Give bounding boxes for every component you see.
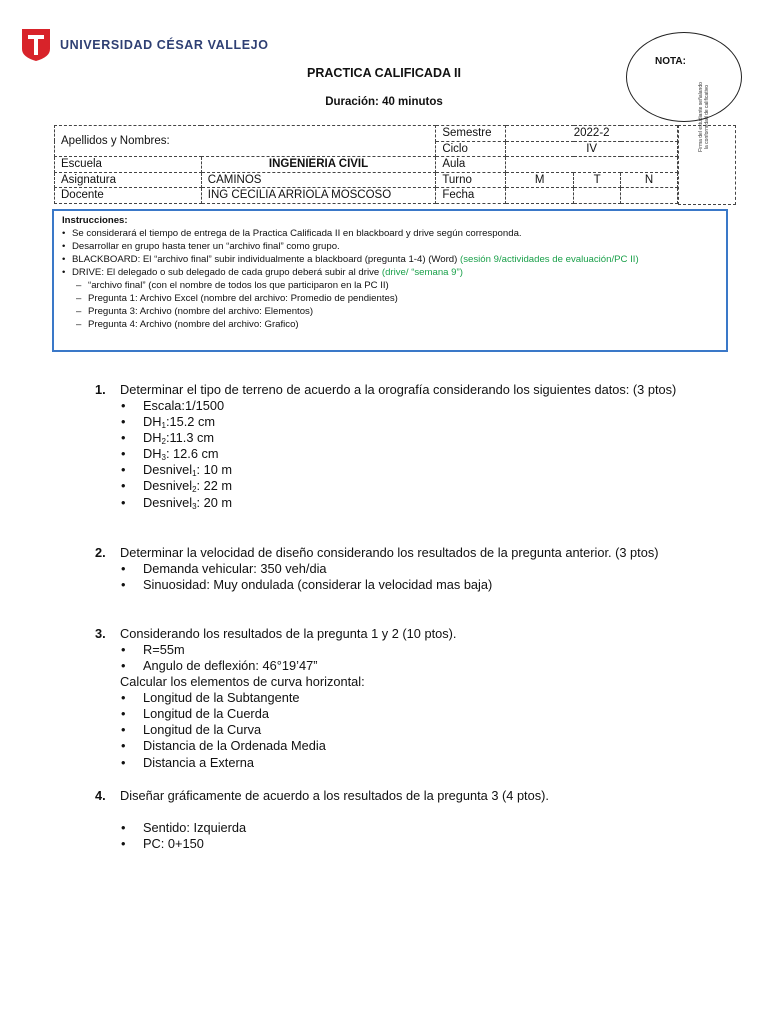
question-data-list bbox=[95, 398, 690, 511]
question-3 bbox=[95, 626, 690, 771]
instructions-title: Instrucciones: bbox=[62, 215, 128, 226]
turno-t: T bbox=[574, 172, 621, 188]
aula-value bbox=[506, 157, 678, 173]
list-item: • Desnivel$_2$: 22 m bbox=[95, 478, 690, 494]
question-text: Diseñar gráficamente de acuerdo a los resultados de la pregunta 3 (4 ptos). bbox=[120, 788, 549, 803]
instruction-subitem: – Pregunta 3: Archivo (nombre del archivo: Elementos) bbox=[62, 305, 718, 318]
asignatura-label: Asignatura bbox=[55, 172, 202, 188]
instruction-item bbox=[62, 266, 718, 279]
list-item: • $DH_3$: 12.6 cm bbox=[95, 446, 690, 462]
question-text: Considerando los resultados de la pregunta 1 y 2 (10 ptos). bbox=[120, 626, 457, 641]
instruction-item bbox=[62, 227, 718, 240]
question-text: Determinar el tipo de terreno de acuerdo a la orografía considerando los siguientes datos: (3 ptos) bbox=[120, 382, 677, 397]
list-item: • Longitud de la Cuerda bbox=[95, 706, 690, 722]
turno-m: M bbox=[506, 172, 574, 188]
list-item: • Escala:1/1500 bbox=[95, 398, 690, 414]
question-data-list bbox=[95, 820, 690, 852]
asignatura-value: CAMINOS bbox=[201, 172, 436, 188]
list-item: • Longitud de la Curva bbox=[95, 722, 690, 738]
instruction-path: (drive/ “semana 9”) bbox=[381, 267, 463, 278]
question-4 bbox=[95, 788, 690, 852]
aula-label: Aula bbox=[436, 157, 506, 173]
duration: Duración: 40 minutos bbox=[325, 96, 443, 108]
escuela-label: Escuela bbox=[55, 157, 202, 173]
question-number: 1. bbox=[95, 382, 106, 397]
list-item: • Sinuosidad: Muy ondulada (considerar la velocidad mas baja) bbox=[95, 577, 690, 593]
instruction-text: Desarrollar en grupo hasta tener un “archivo final” como grupo. bbox=[72, 241, 340, 252]
instructions-box bbox=[52, 209, 728, 352]
list-item: • Distancia de la Ordenada Media bbox=[95, 738, 690, 754]
docente-label: Docente bbox=[55, 188, 202, 204]
university-name: UNIVERSIDAD CÉSAR VALLEJO bbox=[60, 38, 269, 52]
turno-n: N bbox=[621, 172, 678, 188]
instruction-text: Se considerará el tiempo de entrega de la Practica Calificada II en blackboard y drive según corresponda. bbox=[72, 228, 522, 239]
apellidos-label: Apellidos y Nombres: bbox=[55, 126, 436, 157]
instruction-subitem: – “archivo final” (con el nombre de todos los que participaron en la PC II) bbox=[62, 279, 718, 292]
docente-value: ING CECILIA ARRIOLA MOSCOSO bbox=[201, 188, 436, 204]
list-item: • $DH_2:11.3$ cm bbox=[95, 430, 690, 446]
ucv-shield-icon bbox=[22, 29, 50, 61]
question-1 bbox=[95, 382, 690, 511]
signature-note-text: Firma del estudiante señalando la conformidad de calificativo bbox=[698, 82, 710, 152]
list-item: • Sentido: Izquierda bbox=[95, 820, 690, 836]
question-number: 4. bbox=[95, 788, 106, 803]
question-number: 3. bbox=[95, 626, 106, 641]
question-data-list bbox=[95, 642, 690, 674]
question-subtext: Calcular los elementos de curva horizontal: bbox=[120, 674, 365, 690]
fecha-label: Fecha bbox=[436, 188, 506, 204]
question-elements-list bbox=[95, 690, 690, 770]
semestre-label: Semestre bbox=[436, 126, 506, 142]
instruction-item bbox=[62, 253, 718, 266]
instruction-text: BLACKBOARD: El “archivo final” subir individualmente a blackboard (pregunta 1-4) (Word) bbox=[72, 254, 461, 265]
list-item: • Distancia a Externa bbox=[95, 755, 690, 771]
fecha-cell-2 bbox=[574, 188, 621, 204]
list-item: • Longitud de la Subtangente bbox=[95, 690, 690, 706]
question-number: 2. bbox=[95, 545, 106, 560]
list-item: • Desnivel$_3$: 20 m bbox=[95, 495, 690, 511]
list-item: • R=55m bbox=[95, 642, 690, 658]
list-item: • PC: 0+150 bbox=[95, 836, 690, 852]
question-data-list bbox=[95, 561, 690, 593]
list-item: • $DH_1:15.2$ cm bbox=[95, 414, 690, 430]
list-item: • Angulo de deflexión: 46°19’47” bbox=[95, 658, 690, 674]
fecha-cell-3 bbox=[621, 188, 678, 204]
instructions-list bbox=[62, 227, 718, 331]
instruction-subitem: – Pregunta 1: Archivo Excel (nombre del archivo: Promedio de pendientes) bbox=[62, 292, 718, 305]
list-item: • Demanda vehicular: 350 veh/dia bbox=[95, 561, 690, 577]
ciclo-value: IV bbox=[506, 141, 678, 157]
signature-box bbox=[678, 125, 736, 205]
escuela-value: INGENIERIA CIVIL bbox=[201, 157, 436, 173]
nota-label: NOTA: bbox=[655, 56, 686, 67]
instruction-item bbox=[62, 240, 718, 253]
student-info-table bbox=[54, 125, 678, 204]
university-logo bbox=[22, 29, 269, 61]
turno-label: Turno bbox=[436, 172, 506, 188]
question-text: Determinar la velocidad de diseño considerando los resultados de la pregunta anterior. (3 ptos) bbox=[120, 545, 659, 560]
instruction-text: DRIVE: El delegado o sub delegado de cada grupo deberá subir al drive bbox=[72, 267, 382, 278]
instruction-subitem: – Pregunta 4: Archivo (nombre del archivo: Grafico) bbox=[62, 318, 718, 331]
question-2 bbox=[95, 545, 690, 593]
semestre-value: 2022-2 bbox=[506, 126, 678, 142]
instruction-path: (sesión 9/actividades de evaluación/PC II) bbox=[460, 254, 639, 265]
page-title: PRACTICA CALIFICADA II bbox=[307, 66, 461, 80]
fecha-cell-1 bbox=[506, 188, 574, 204]
list-item: • Desnivel$_1$: 10 m bbox=[95, 462, 690, 478]
ciclo-label: Ciclo bbox=[436, 141, 506, 157]
